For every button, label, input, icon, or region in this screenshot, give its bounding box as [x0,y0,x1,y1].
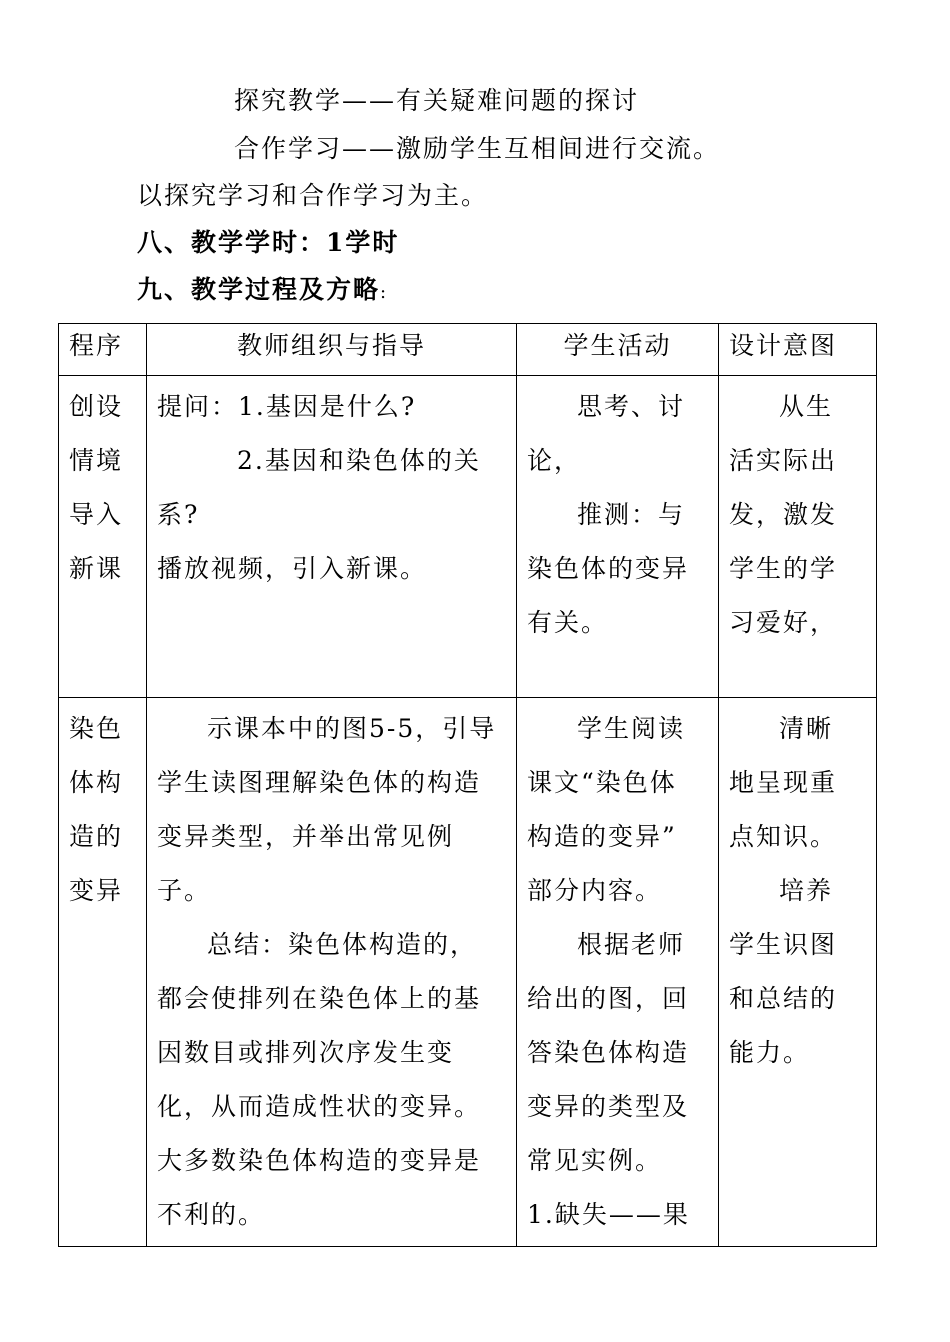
intro-line-1: 探究教学——有关疑难问题的探讨 [234,86,640,115]
header-stage: 程序 [59,324,147,376]
student-cell: 思考、讨 论， 推测：与 染色体的变异 有关。 [517,376,719,698]
table-row [59,376,877,698]
table-row [59,698,877,1247]
section-9-heading [137,274,386,309]
header-intent: 设计意图 [719,324,877,376]
intent-cell: 清晰 地呈现重 点知识。 培养 学生识图 和总结的 能力。 [719,698,877,1247]
section-9-title: 九、教学过程及方略 [137,275,381,304]
table-header-row [59,324,877,376]
student-cell: 学生阅读 课文“染色体 构造的变异” 部分内容。 根据老师 给出的图，回 答染色体构造 变异的类型及 常见实例。 1.缺失——果 [517,698,719,1247]
section-9-suffix: : [380,282,387,303]
intent-cell: 从生 活实际出 发，激发 学生的学 习爱好， [719,376,877,698]
stage-cell: 创设 情境 导入 新课 [59,376,147,698]
intro-line-2: 合作学习——激励学生互相间进行交流。 [234,134,721,163]
section-8-heading: 八、教学学时：1学时 [137,228,400,257]
header-teacher: 教师组织与指导 [147,324,517,376]
header-student: 学生活动 [517,324,719,376]
teaching-process-table [58,323,877,1247]
teacher-cell: 示课本中的图5-5，引导 学生读图理解染色体的构造 变异类型，并举出常见例 子。 总结：染色体构造的， 都会使排列在染色体上的基 因数目或排列次序发生变 化，从而造成性状的变异。 大多数染色体构造的变异是 不利的。 [147,698,517,1247]
teacher-cell: 提问：1.基因是什么? 2.基因和染色体的关 系? 播放视频，引入新课。 [147,376,517,698]
stage-cell: 染色 体构 造的 变异 [59,698,147,1247]
intro-line-3: 以探究学习和合作学习为主。 [137,181,489,210]
